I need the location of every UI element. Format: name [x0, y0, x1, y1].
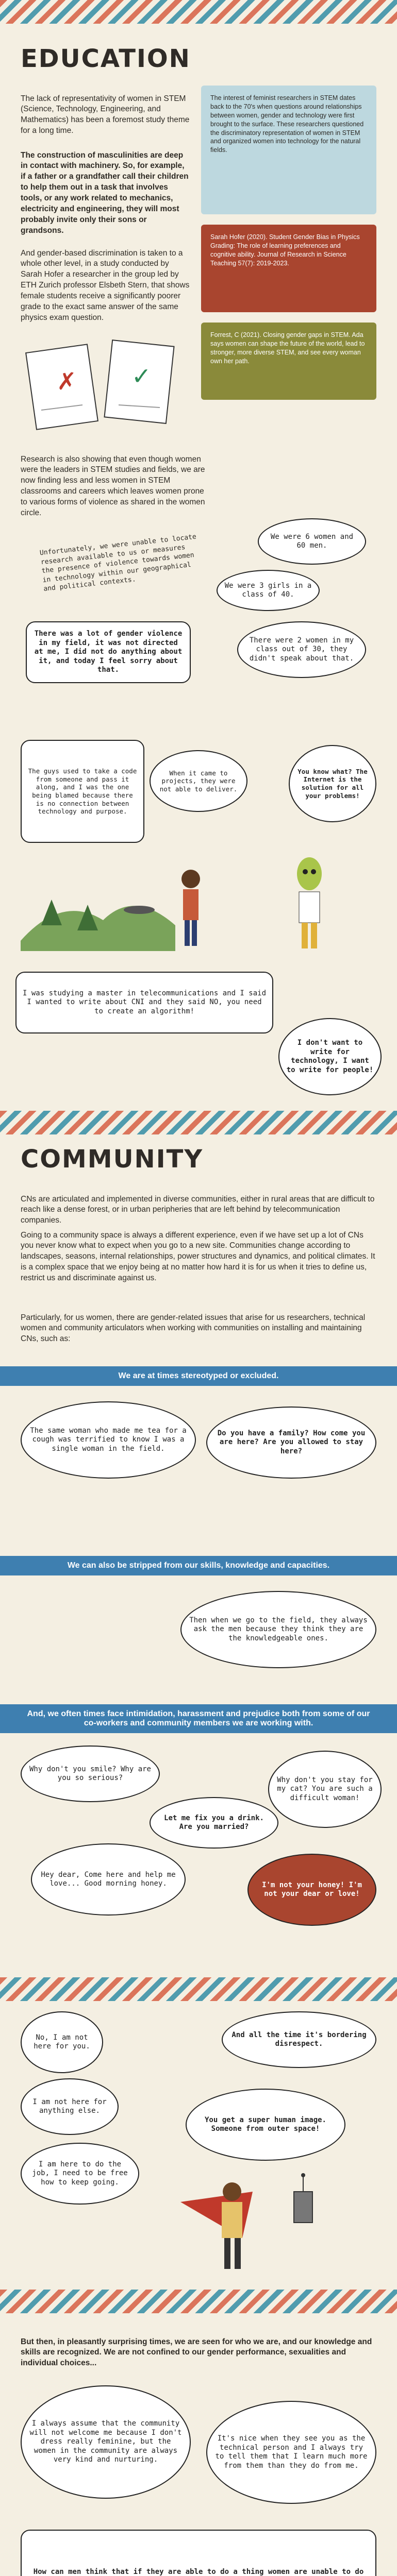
speech-bubble-fix-drink: Let me fix you a drink. Are you married? [150, 1797, 278, 1849]
education-intro: The lack of representativity of women in STEM (Science, Technology, Engineering, and Mathematics) has been a foremost study theme for a long time. [21, 94, 190, 135]
speech-bubble-discrimination: How can men think that if they are able to do a thing women are unable to do [21, 2530, 376, 2576]
education-unfortunate: Unfortunately, we were unable to locate research available to us or measures the presence of violence towards women in technology within our geographical and political contexts. [39, 533, 197, 594]
decorative-band-top [0, 0, 397, 24]
decorative-band-lower [0, 1977, 397, 2001]
education-construction: The construction of masculinities are deep in contact with machinery. So, for example, if a father or a grandfather call their children to help them out in a task that involves tools, or any work related to mechanics, electricity and engineering, they will most probably invite only their sons or grandsons. [21, 150, 189, 235]
community-para-1: CNs are articulated and implemented in diverse communities, either in rural areas that are difficult to reach like a dense forest, or in urban peripheries that are left behind by telecommunication companies. [21, 1194, 375, 1225]
banner-intimidation: And, we often times face intimidation, harassment and prejudice both from some of our co-workers and community members we are working with. [0, 1704, 397, 1733]
speech-bubble-not-here-else: I am not here for anything else. [21, 2078, 119, 2135]
speech-bubble-why-smile: Why don't you smile? Why are you so serious? [21, 1745, 160, 1802]
speech-bubble-family-question: Do you have a family? How come you are here? Are you allowed to stay here? [206, 1406, 376, 1479]
speech-bubble-internet-solution: You know what? The Internet is the solution for all your problems! [289, 745, 376, 822]
speech-bubble-not-your-honey: I'm not your honey! I'm not your dear or love! [247, 1854, 376, 1926]
speech-bubble-tea-cough: The same woman who made me tea for a cough was terrified to know I was a single woman in the field. [21, 1401, 196, 1479]
education-gender-discrimination: And gender-based discrimination is taken to a whole other level, in a study conducted by Sarah Hofer a researcher in the group led by ETH Zurich professor Elsbeth Stern, that shows female students receive a significantly poorer grade to the exact same answer of the same physics exam question. [21, 248, 190, 323]
speech-bubble-masters-telecom: I was studying a master in telecommunications and I said I wanted to write about CNI and they said NO, you need to create an algorithm! [15, 972, 273, 1033]
flying-woman-illustration [150, 2171, 376, 2284]
response-bubbles [0, 2001, 397, 2290]
stripped-bubbles [0, 1581, 397, 1704]
callout-hofer-citation: Sarah Hofer (2020). Student Gender Bias in Physics Grading: The role of learning preferences and cognitive ability. Journal of Research in Science Teaching 57(7): 2019-2023. [201, 225, 376, 312]
closing-section [0, 2313, 397, 2576]
section-title-education: EDUCATION [21, 44, 191, 73]
community-section [0, 1134, 397, 1366]
speech-bubble-gender-violence: There was a lot of gender violence in my field, it was not directed at me, I did not do anything about it, and today I feel sorry about that. [26, 621, 191, 683]
speech-bubble-write-for-people: I don't want to write for technology, I want to write for people! [278, 1018, 382, 1095]
speech-bubble-do-the-job: I am here to do the job, I need to be free how to keep going. [21, 2143, 139, 2205]
callout-forrest-citation: Forrest, C (2021). Closing gender gaps in STEM. Ada says women can shape the future of the world, lead to stronger, more diverse STEM, and see every woman own her path. [201, 323, 376, 400]
speech-bubble-hey-dear: Hey dear, Come here and help me love... Good morning honey. [31, 1843, 186, 1916]
speech-bubble-6-women: We were 6 women and 60 men. [258, 518, 366, 565]
banner-stripped-skills: We can also be stripped from our skills, knowledge and capacities. [0, 1556, 397, 1575]
education-scenes [0, 740, 397, 956]
svg-text:✓: ✓ [131, 362, 152, 390]
stereotype-bubbles [0, 1391, 397, 1556]
community-para-2: Going to a community space is always a different experience, even if we have set up a lot of CNs you never know what to expect when you go to a new site. Communities change according to landscapes, seasons, internal relationships, power structures and dynamics, and political climates. It is a complex space that we enjoy being at no matter how hard it is for us when it tries to define us, restrict us and discriminate against us. [21, 1230, 375, 1283]
community-para-3: Particularly, for us women, there are gender-related issues that arise for us researchers, technical women and community articulators when working with communities on installing and maintaining CNs, such as: [21, 1313, 366, 1344]
speech-bubble-2-women: There were 2 women in my class out of 30, they didn't speak about that. [237, 621, 366, 678]
education-research: Research is also showing that even though women were the leaders in STEM studies and fields, we are now finding less and less women in STEM classrooms and careers which leaves women prone to various forms of violence as shared in the women circle. [21, 454, 205, 518]
harassment-bubbles [0, 1740, 397, 1977]
speech-bubble-projects: When it came to projects, they were not able to deliver. [150, 750, 247, 812]
speech-bubble-not-here-for-you: No, I am not here for you. [21, 2011, 103, 2073]
landscape-illustration [21, 848, 376, 951]
section-title-community: COMMUNITY [21, 1145, 204, 1174]
speech-bubble-technical-person: It's nice when they see you as the technical person and I always try to tell them that I learn much more from them than they do from me. [206, 2401, 376, 2504]
exam-papers-illustration [21, 333, 186, 436]
speech-bubble-outer-space: You get a super human image. Someone from outer space! [186, 2089, 345, 2161]
speech-bubble-ask-the-men: Then when we go to the field, they always ask the men because they think they are the knowledgeable ones. [180, 1591, 376, 1668]
education-section [0, 24, 397, 740]
speech-bubble-dress-feminine: I always assume that the community will not welcome me because I don't dress really feminine, but the women in the community are always very kind and nurturing. [21, 2385, 191, 2499]
speech-bubble-3-girls: We were 3 girls in a class of 40. [217, 570, 320, 611]
speech-bubble-stay-cat: Why don't you stay for my cat? You are such a difficult woman! [268, 1751, 382, 1828]
decorative-band-mid [0, 1111, 397, 1134]
masters-quote-section [0, 956, 397, 1111]
svg-text:✗: ✗ [57, 367, 77, 395]
callout-feminist-research: The interest of feminist researchers in STEM dates back to the 70's when questions around relationships between women, gender and technology were first brought to the surface. These researchers questioned the discriminatory representation of women in STEM and organized women into technology for the natural fields. [201, 86, 376, 214]
speech-bubble-disrespect: And all the time it's bordering disrespect. [222, 2011, 376, 2068]
closing-para: But then, in pleasantly surprising times, we are seen for who we are, and our knowledge and skills are recognized. We are not confined to our gender performance, sexualities and individual choices... [21, 2337, 372, 2368]
speech-bubble-code-blame: The guys used to take a code from someone and pass it along, and I was the one being blamed because there is no connection between technology and purpose. [21, 740, 144, 843]
decorative-band-closing [0, 2290, 397, 2313]
banner-stereotyped: We are at times stereotyped or excluded. [0, 1366, 397, 1386]
